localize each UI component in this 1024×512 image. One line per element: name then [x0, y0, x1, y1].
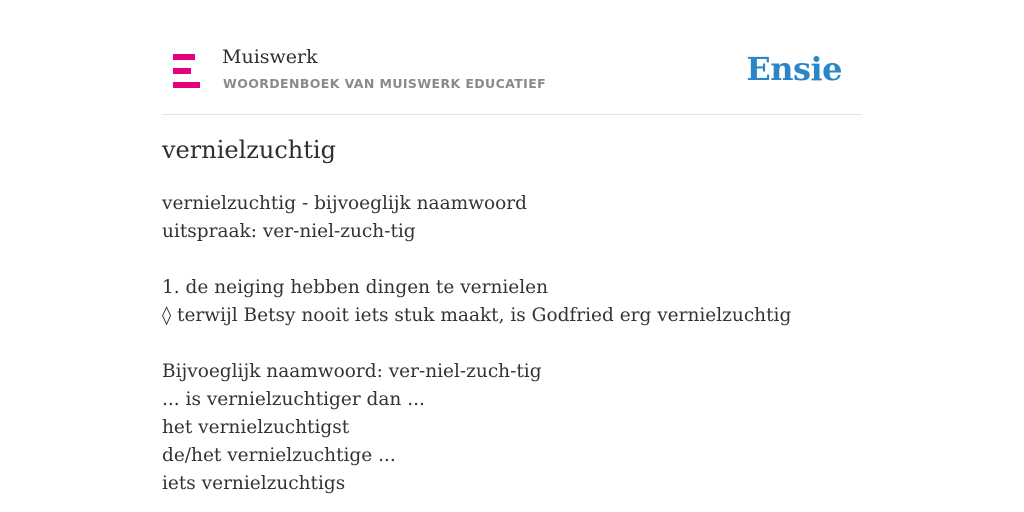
entry-line: het vernielzuchtigst — [162, 417, 350, 438]
site-header — [162, 40, 862, 115]
entry-line: uitspraak: ver-niel-zuch-tig — [162, 221, 416, 242]
entry-body — [162, 190, 791, 498]
entry-line: iets vernielzuchtigs — [162, 473, 346, 494]
entry-line: 1. de neiging hebben dingen te vernielen — [162, 277, 548, 298]
ensie-logo[interactable]: Ensie — [746, 50, 842, 88]
entry-line: vernielzuchtig - bijvoeglijk naamwoord — [162, 193, 527, 214]
muiswerk-logo-icon[interactable] — [173, 54, 200, 88]
entry-line: Bijvoeglijk naamwoord: ver-niel-zuch-tig — [162, 361, 542, 382]
entry-line — [162, 330, 791, 358]
entry-line: de/het vernielzuchtige ... — [162, 445, 396, 466]
brand-subtitle: WOORDENBOEK VAN MUISWERK EDUCATIEF — [223, 76, 547, 91]
entry-line — [162, 246, 791, 274]
entry-line: ◊ terwijl Betsy nooit iets stuk maakt, is Godfried erg vernielzuchtig — [162, 305, 792, 326]
page-title: vernielzuchtig — [162, 136, 336, 164]
brand-title[interactable]: Muiswerk — [222, 46, 318, 68]
entry-line: ... is vernielzuchtiger dan ... — [162, 389, 425, 410]
